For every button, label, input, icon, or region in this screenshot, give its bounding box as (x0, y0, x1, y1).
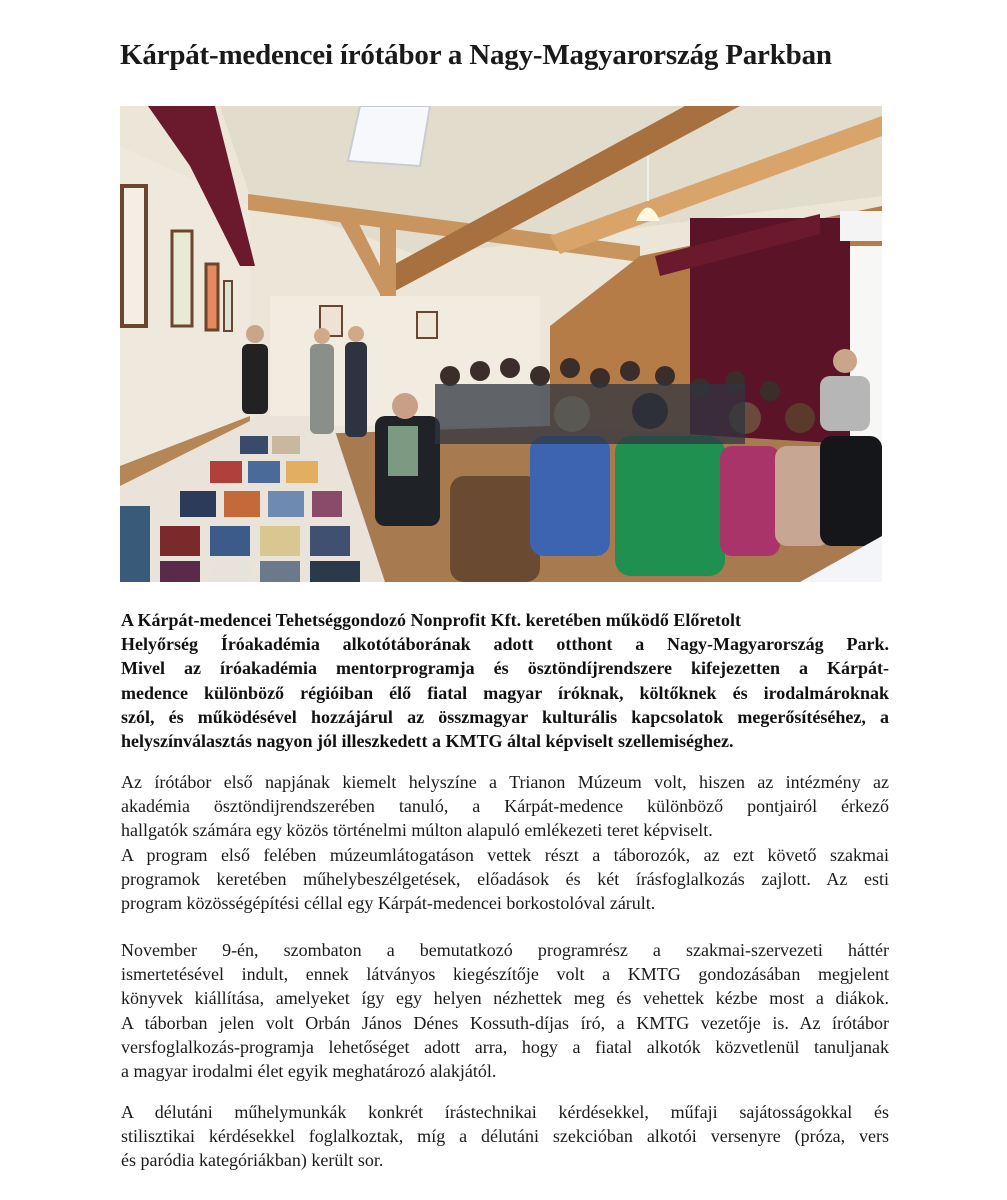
book (310, 561, 360, 582)
paragraph-line: versfoglalkozás-programja lehetőséget adott arra, hogy a fiatal alkotók közvetlenül tanuljanak (121, 1036, 889, 1057)
book (120, 506, 150, 582)
lead-line: A Kárpát-medencei Tehetséggondozó Nonprofit Kft. keretében működő Előretolt (121, 610, 741, 630)
book (240, 436, 268, 454)
paragraph-line: programok keretében műhelybeszélgetések, előadások és két írásfoglalkozás zajlott. Az esti (121, 868, 889, 889)
article-title: Kárpát-medencei írótábor a Nagy-Magyarország Parkban (120, 39, 832, 71)
person-head (785, 403, 815, 433)
person-head (500, 358, 520, 378)
article-photo (120, 106, 882, 582)
paragraph-line: a magyar irodalmi élet egyik meghatározó alakjától. (121, 1061, 497, 1082)
person (310, 344, 334, 434)
lead-line: medence különböző régióiban élő fiatal magyar íróknak, költőknek és irodalmároknak (121, 682, 889, 703)
book (312, 491, 342, 517)
lead-paragraph (121, 608, 889, 753)
paragraph-line: és paródia kategóriákban) került sor. (121, 1150, 384, 1171)
body-paragraph-2 (121, 938, 889, 1083)
book (260, 526, 300, 556)
framed-picture (206, 264, 218, 330)
person (345, 342, 367, 437)
lead-line: szól, és működésével hozzájárul az összmagyar kulturális kapcsolatok megerősítéséhez, a (121, 706, 889, 727)
book (180, 491, 216, 517)
book (268, 491, 304, 517)
lead-line: Mivel az íróakadémia mentorprogramja és ösztöndíjrendszere kifejezetten a Kárpát- (121, 658, 889, 679)
paragraph-line: A táborban jelen volt Orbán János Dénes Kossuth-díjas író, a KMTG vezetője is. Az írótábor (121, 1012, 889, 1033)
paragraph-line: November 9-én, szombaton a bemutatkozó programrész a szakmai-szervezeti háttér (121, 940, 889, 960)
person-head (620, 361, 640, 381)
event-photo-illustration (120, 106, 882, 582)
person-head (314, 328, 330, 344)
paragraph-line: Az írótábor első napjának kiemelt helyszíne a Trianon Múzeum volt, hiszen az intézmény az (121, 772, 889, 792)
paragraph-line: A délutáni műhelymunkák konkrét írástechnikai kérdésekkel, műfaji sajátosságokkal és (121, 1102, 889, 1122)
person-blue-jacket (530, 436, 610, 556)
person (820, 436, 882, 546)
book (210, 461, 242, 483)
book (286, 461, 318, 483)
person-head (392, 393, 418, 419)
person-leopard (450, 476, 540, 582)
framed-picture (172, 231, 192, 326)
framed-picture (122, 186, 146, 326)
person-head (530, 366, 550, 386)
air-conditioner (840, 211, 882, 241)
paragraph-line: könyvek kiállítása, amelyeket így egy helyen nézhettek meg és vehettek kézbe most a diákok. (121, 988, 889, 1009)
book (210, 561, 250, 582)
lead-line: Helyőrség Íróakadémia alkotótáborának adott otthont a Nagy-Magyarország Park. (121, 634, 889, 655)
person-standing (820, 376, 870, 431)
book (160, 526, 200, 556)
paragraph-line: akadémia ösztöndijrendszerében tanuló, a Kárpát-medence különböző pontjairól érkező (121, 796, 889, 817)
person-shirt (388, 426, 418, 476)
person-head (470, 361, 490, 381)
book (272, 436, 300, 454)
book (260, 561, 300, 582)
book (310, 526, 350, 556)
skylight (348, 106, 430, 166)
person-head (348, 326, 364, 342)
person (242, 344, 268, 414)
person-head (655, 366, 675, 386)
person-green-coat (615, 436, 725, 576)
person-head (560, 358, 580, 378)
book (160, 561, 200, 582)
person-head (760, 381, 780, 401)
person (720, 446, 780, 556)
paragraph-line: program közösségépítési céllal egy Kárpát-medencei borkostolóval zárult. (121, 893, 656, 914)
paragraph-line: ismertetésével indult, ennek látványos kiegészítője volt a KMTG gondozásában megjelent (121, 964, 889, 985)
framed-picture (224, 281, 232, 331)
paragraph-line: hallgatók számára egy közös történelmi múlton alapuló emlékezeti teret képviselt. (121, 820, 713, 841)
person-head (440, 366, 460, 386)
framed-picture (417, 312, 437, 338)
lead-line: helyszínválasztás nagyon jól illeszkedett a KMTG által képviselt szellemiséghez. (121, 731, 734, 752)
book (224, 491, 260, 517)
person-head (833, 349, 857, 373)
body-paragraph-3 (121, 1100, 889, 1173)
body-paragraph-1 (121, 770, 889, 915)
paragraph-line: stilisztikai kérdésekkel foglalkoztak, míg a délutáni szekcióban alkotói versenyre (próza, vers (121, 1126, 889, 1147)
book (210, 526, 250, 556)
paragraph-line: A program első felében múzeumlátogatáson vettek részt a táborozók, az ezt követő szakmai (121, 844, 889, 865)
book (248, 461, 280, 483)
person-head (246, 325, 264, 343)
crowd (435, 384, 745, 444)
